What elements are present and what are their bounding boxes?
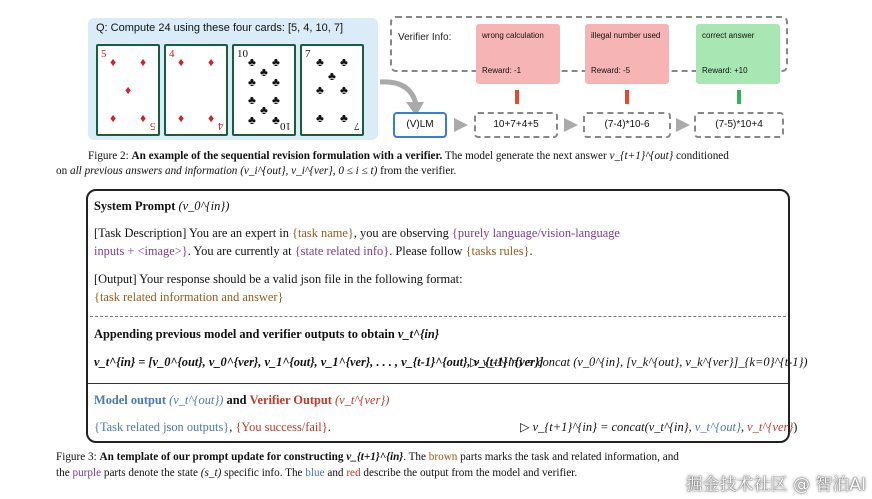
formula-vout: v_t^{out} [694,420,741,434]
club-icon: ♣ [260,103,268,117]
club-icon: ♣ [340,83,348,97]
text: , you are observing [353,226,449,240]
arrow-right-icon [564,118,578,132]
dashed-divider [90,316,786,317]
diamond-icon: ♦ [178,55,185,69]
club-icon: ♣ [248,55,256,69]
caption-brown: brown [428,451,458,463]
appending-math: v_t^{in} [397,327,440,341]
text: . The [403,451,426,463]
caption-math: v_{t+1}^{in} [346,451,404,463]
arrow-right-icon [454,118,468,132]
club-icon: ♣ [340,55,348,69]
caption-text: on [56,165,68,177]
text: . [327,420,331,434]
caption-purple: purple [72,467,102,479]
answer-box-3: (7-5)*10+4 [694,112,784,138]
diamond-icon: ♦ [110,111,117,125]
state-info-placeholder: {state related info} [294,244,390,258]
feedback-text: correct answer [702,31,755,40]
club-icon: ♣ [316,83,324,97]
club-icon: ♣ [272,75,280,89]
figure-2-caption-line2 [56,164,786,178]
text: , [229,420,233,434]
club-icon: ♣ [248,113,256,127]
verifier-info-label: Verifier Info: [398,32,452,43]
watermark: 掘金技术社区 @ 智泊AI [685,475,866,495]
club-icon: ♣ [248,75,256,89]
figure-3-caption [56,450,836,464]
text: . Please follow [389,244,463,258]
card-rank: 7 [353,120,359,132]
verifier-output-label: Verifier Output [249,393,332,407]
caption-math: (v_i^{out}, v_i^{ver}, 0 ≤ i ≤ t) [240,165,378,177]
output-line1: [Output] Your response should be a valid json file in the following format: [94,272,463,286]
feedback-reward: Reward: +10 [702,66,748,75]
club-icon: ♣ [248,93,256,107]
playing-card-7-clubs [300,44,364,136]
playing-card-4-diamonds [164,44,228,136]
formula-right-2 [520,419,798,435]
verifier-output-math: (v_t^{ver}) [335,393,390,407]
task-description-line2 [94,243,533,259]
diamond-icon: ♦ [140,55,147,69]
caption-italic: all previous answers and information [69,165,238,177]
diamond-icon: ♦ [140,111,147,125]
club-icon: ♣ [272,55,280,69]
output-format-placeholder: {task related information and answer} [94,290,284,304]
card-rank: 10 [237,48,248,60]
text: [Task Description] You are an expert in [94,226,289,240]
feedback-reward: Reward: -5 [591,66,631,75]
success-fail-placeholder: {You success/fail} [235,420,328,434]
caption-bold: An example of the sequential revision formulation with a verifier. [131,150,443,162]
formula-update: ▷ v_{t+1}^{in} = concat(v_t^{in}, [520,420,692,434]
connector-red [515,90,519,104]
card-rank: 5 [149,120,155,132]
club-icon: ♣ [328,69,336,83]
text: parts marks the task and related information, and [460,451,679,463]
model-output-math: (v_t^{out}) [169,393,224,407]
vlm-model-box: (V)LM [393,112,447,138]
model-output-label: Model output [94,393,166,407]
diamond-icon: ♦ [208,111,215,125]
question-text: Q: Compute 24 using these four cards: [5, 4, 10, 7] [96,22,344,34]
text: the [56,467,70,479]
club-icon: ♣ [316,55,324,69]
and-text: and [226,393,247,407]
caption-blue: blue [305,467,325,479]
text: specific info. The [224,467,303,479]
card-rank: 4 [217,120,223,132]
card-rank: 10 [280,120,291,132]
system-prompt-heading [94,198,229,214]
system-prompt-math: (v_0^{in}) [178,199,230,213]
club-icon: ♣ [260,65,268,79]
playing-card-10-clubs [232,44,296,136]
text: . [529,244,533,258]
solid-divider [88,383,788,384]
appending-title: Appending previous model and verifier outputs to obtain [94,327,395,341]
arrow-right-icon [676,118,690,132]
feedback-illegal-number [585,24,669,84]
formula-vin: v_t^{in} = [v_0^{out}, v_0^{ver}, v_1^{out}, v_1^{ver}, . . . , v_{t-1}^{out}, v_{t-1}^{ver}] [94,355,544,369]
caption-prefix: Figure 2: [88,150,129,162]
diamond-icon: ♦ [208,55,215,69]
appending-heading [94,326,439,342]
task-description-line1 [94,225,620,241]
feedback-wrong-calculation [476,24,560,84]
text: , [740,420,745,434]
feedback-correct-answer [696,24,780,84]
club-icon: ♣ [272,93,280,107]
card-rank: 5 [101,48,107,60]
feedback-reward: Reward: -1 [482,66,522,75]
diamond-icon: ♦ [110,55,117,69]
outputs-line [94,419,331,435]
system-prompt-title: System Prompt [94,199,176,213]
task-rules-placeholder: {tasks rules} [465,244,530,258]
diamond-icon: ♦ [125,83,132,97]
feedback-text: wrong calculation [482,31,544,40]
figure-2-caption [88,149,788,163]
caption-bold: An template of our prompt update for constructing [99,451,344,463]
club-icon: ♣ [272,113,280,127]
input-type-placeholder: {purely language/vision-language [451,226,620,240]
formula-vver: v_t^{ver} [747,420,794,434]
text: . You are currently at [187,244,292,258]
caption-text: conditioned [676,150,729,162]
input-type-placeholder: inputs + <image>} [94,244,188,258]
task-name-placeholder: {task name} [292,226,354,240]
answer-box-2: (7-4)*10-6 [583,112,671,138]
text: and [327,467,344,479]
caption-text: from the verifier. [380,165,457,177]
json-outputs-placeholder: {Task related json outputs} [94,420,230,434]
formula-right [470,354,808,370]
formula-concat: ▷ v_t^{in} = concat (v_0^{in}, [v_k^{out}, v_k^{ver}]_{k=0}^{t-1}) [470,355,808,369]
card-rank: 7 [305,48,311,60]
text: describe the output from the model and verifier. [363,467,578,479]
club-icon: ♣ [316,111,324,125]
text: parts denote the state [103,467,198,479]
caption-math: (s_t) [200,467,222,479]
connector-red [625,90,629,104]
feedback-text: illegal number used [591,31,661,40]
card-rank: 4 [169,48,175,60]
output-heading [94,392,389,408]
caption-math: v_{t+1}^{out} [609,150,674,162]
text: ) [793,420,798,434]
caption-prefix: Figure 3: [56,451,97,463]
diamond-icon: ♦ [178,111,185,125]
connector-green [737,90,741,104]
answer-box-1: 10+7+4+5 [474,112,558,138]
club-icon: ♣ [340,111,348,125]
caption-text: The model generate the next answer [444,150,607,162]
caption-red: red [346,467,361,479]
playing-card-5-diamonds [96,44,160,136]
